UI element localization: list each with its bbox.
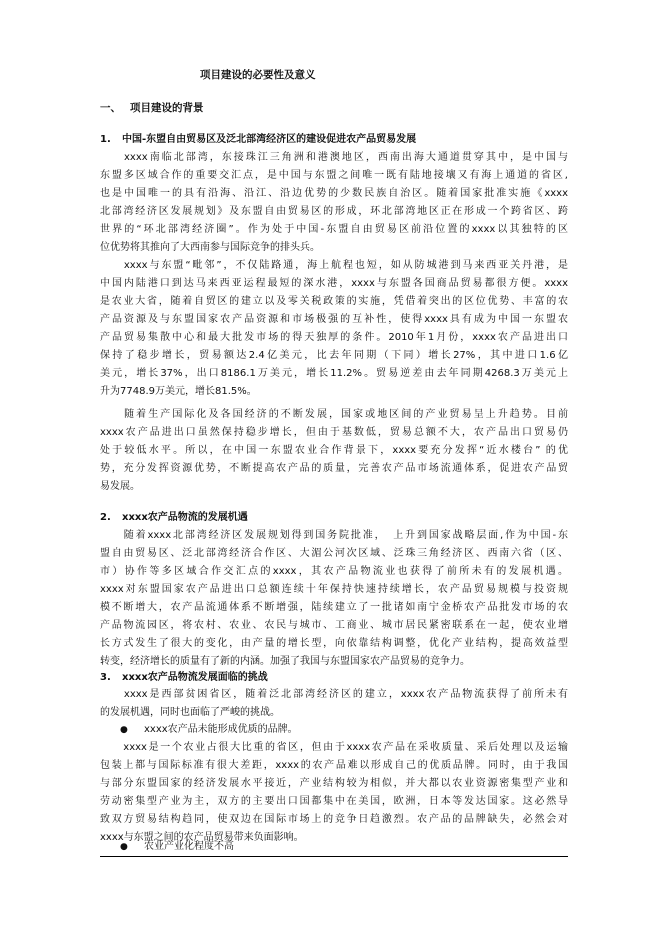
text-line: 美元，增长37%，出口8186.1万美元，增长11.2%。贸易逆差由去年同期4268.3万美元上 xyxy=(100,368,568,379)
bullet-item-1 xyxy=(120,721,298,739)
text-line: xxxx南临北部湾，东接珠江三角洲和港澳地区，西南出海大通道贯穿其中，是中国与 xyxy=(100,152,568,163)
text-line: 易发展。 xyxy=(100,481,140,492)
paragraph-5 xyxy=(100,686,568,722)
text-line: 是农业大省，随着自贸区的建立以及零关税政策的实施，凭借着突出的区位优势、丰富的农 xyxy=(100,296,568,307)
bullet-text: 农业产业化程度不高 xyxy=(144,841,234,852)
text-line: 盟自由贸易区、泛北部湾经济合作区、大湄公河次区域、泛珠三角经济区、西南六省（区、 xyxy=(100,548,568,559)
text-line: 市）协作等多区域合作交汇点的xxxx，其农产品物流业也获得了前所未有的发展机遇。 xyxy=(100,566,568,577)
text-line: 东盟多区域合作的重要交汇点，是中国与东盟之间唯一既有陆地接壤又有海上通道的省区, xyxy=(100,170,568,181)
bullet-item-2 xyxy=(120,838,234,856)
subsection-number: 3. xyxy=(100,672,111,683)
text-line: 位优势将其推向了大西南参与国际竞争的排头兵。 xyxy=(100,242,320,253)
text-line: 北部湾经济区发展规划》及东盟自由贸易区的形成，环北部湾地区正在形成一个跨省区、跨 xyxy=(100,206,568,217)
subsection-number: 2. xyxy=(100,512,111,523)
text-line: 势，充分发挥资源优势，不断提高农产品的质量，完善农产品市场流通体系，促进农产品贸 xyxy=(100,463,568,474)
text-line: 也是中国唯一的具有沿海、沿江、沿边优势的少数民族自治区。随着国家批准实施《xxxx xyxy=(100,188,568,199)
bullet-dot-icon: ● xyxy=(120,725,128,735)
subsection-number: 1. xyxy=(100,134,111,145)
bullet-dot-icon: ● xyxy=(120,842,128,852)
paragraph-2 xyxy=(100,257,568,401)
text-line: xxxx是一个农业占很大比重的省区，但由于xxxx农产品在采收质量、采后处理以及运输 xyxy=(100,742,568,753)
text-line: 中国内陆港口到达马来西亚运程最短的深水港，xxxx与东盟各国商品贸易都很方便。xxxx xyxy=(100,278,568,289)
subsection-heading-3 xyxy=(100,669,268,687)
text-line: 保持了稳步增长，贸易额达2.4亿美元，比去年同期（下同）增长27%，其中进口1.6亿 xyxy=(100,350,568,361)
text-line: 随着生产国际化及各国经济的不断发展，国家或地区间的产业贸易呈上升趋势。目前 xyxy=(100,409,568,420)
text-line: 产品物流园区，将农村、农业、农民与城市、工商业、城市居民紧密联系在一起，使农业增 xyxy=(100,620,568,631)
subsection-heading-2 xyxy=(100,509,248,527)
text-line: xxxx与东盟之间的农产品贸易带来负面影响。 xyxy=(100,832,304,843)
text-line: 产品资源及与东盟国家农产品资源和市场极强的互补性，使得xxxx具有成为中国一东盟农 xyxy=(100,314,568,325)
subsection-title: xxxx农产品物流的发展机遇 xyxy=(122,512,248,523)
paragraph-4 xyxy=(100,527,568,671)
section-title: 项目建设的背景 xyxy=(130,102,204,114)
subsection-heading-1 xyxy=(100,131,416,149)
text-line: 转变，经济增长的质量有了新的内涵。加强了我国与东盟国家农产品贸易的竞争力。 xyxy=(100,656,470,667)
section-heading xyxy=(100,99,204,117)
section-number: 一、 xyxy=(100,102,121,114)
text-line: xxxx农产品进出口虽然保持稳步增长，但由于基数低，贸易总额不大，农产品出口贸易仍 xyxy=(100,427,568,438)
text-line: 产品贸易集散中心和最大批发市场的得天独厚的条件。2010年1月份，xxxx农产品进出口 xyxy=(100,332,568,343)
text-line: 处于较低水平。所以，在中国一东盟农业合作背景下，xxxx要充分发挥“近水楼台” 的优 xyxy=(100,445,568,456)
text-line: xxxx是西部贫困省区，随着泛北部湾经济区的建立，xxxx农产品物流获得了前所未有 xyxy=(100,689,568,700)
page-bottom-rule xyxy=(100,856,568,857)
document-title: 项目建设的必要性及意义 xyxy=(200,69,316,81)
paragraph-3 xyxy=(100,406,568,496)
text-line: 模不断增大，农产品流通体系不断增强，陆续建立了一批诸如南宁金桥农产品批发市场的农 xyxy=(100,602,568,613)
text-line: 长方式发生了很大的变化，由产量的增长型，向依靠结构调整，优化产业结构，提高效益型 xyxy=(100,638,568,649)
text-line: 的发展机遇，同时也面临了严峻的挑战。 xyxy=(100,707,280,718)
text-line: 致双方贸易结构趋同，使双边在国际市场上的竞争日趋激烈。农产品的品牌缺失，必然会对 xyxy=(100,814,568,825)
paragraph-1 xyxy=(100,149,568,257)
text-line: 劳动密集型产业为主，双方的主要出口国都集中在美国，欧洲，日本等发达国家。这必然导 xyxy=(100,796,568,807)
text-line: 随着xxxx北部湾经济区发展规划得到国务院批准， 上升到国家战略层面,作为中国-东 xyxy=(100,530,568,541)
subsection-title: 中国-东盟自由贸易区及泛北部湾经济区的建设促进农产品贸易发展 xyxy=(122,134,417,145)
text-line: 包装上都与国际标准有很大差距，xxxx的农产品难以形成自己的优质品牌。同时，由于我国 xyxy=(100,760,568,771)
text-line: 升为7748.9万美元，增长81.5%。 xyxy=(100,386,257,397)
text-line: 世界的“环北部湾经济圈”。作为处于中国-东盟自由贸易区前沿位置的xxxx以其独特的区 xyxy=(100,224,568,235)
text-line: xxxx与东盟“毗邻”，不仅陆路通，海上航程也短，如从防城港到马来西亚关丹港，是 xyxy=(100,260,568,271)
text-line: xxxx对东盟国家农产品进出口总额连续十年保持快速持续增长，农产品贸易规模与投资规 xyxy=(100,584,568,595)
paragraph-6 xyxy=(100,739,568,847)
subsection-title: xxxx农产品物流发展面临的挑战 xyxy=(122,672,268,683)
bullet-text: xxxx农产品未能形成优质的品牌。 xyxy=(144,724,298,735)
text-line: 与部分东盟国家的经济发展水平接近，产业结构较为相似，并大都以农业资源密集型产业和 xyxy=(100,778,568,789)
